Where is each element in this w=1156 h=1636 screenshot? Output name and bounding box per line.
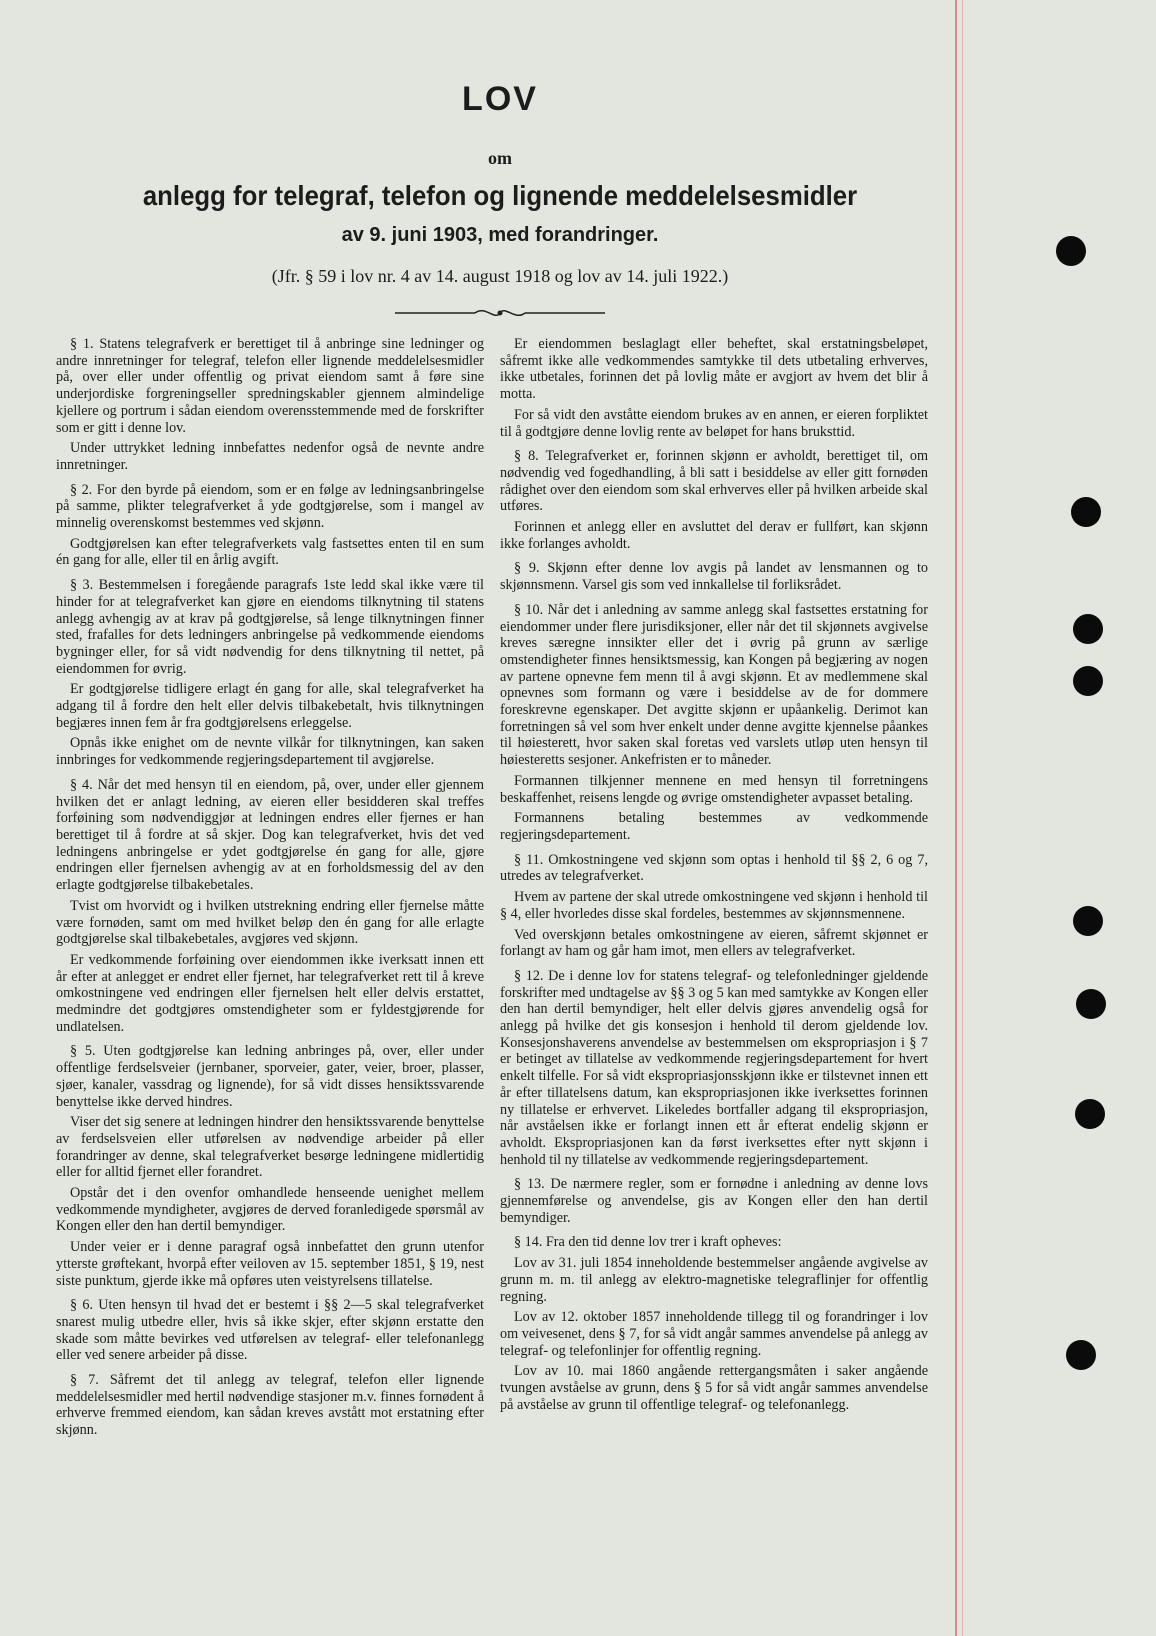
paragraph: Tvist om hvorvidt og i hvilken utstrekning endring eller fjernelse måtte være fornøden, samt om med hvilket beløp den én gang for alle erlagte godtgjørelse skal tilbakebetales, avgjøres ved skjønn.: [56, 897, 484, 948]
paragraph: Hvem av partene der skal utrede omkostningene ved skjønn i henhold til § 4, eller hvorledes disse skal fordeles, bestemmes av skjønnsmennene.: [500, 889, 928, 922]
punch-hole: [1076, 989, 1106, 1019]
paragraph-5: § 5. Uten godtgjørelse kan ledning anbringes på, over, eller under offentlige ferdselsveier (jernbaner, sporveier, gater, veier, broer, plasser, sjøer, kanaler, vassdrag og lignende), for så vidt disses hensiktssvarende benyttelse ikke derved hindres.: [56, 1043, 484, 1110]
law-date: av 9. juni 1903, med forandringer.: [341, 224, 659, 246]
paragraph: Lov av 10. mai 1860 angående rettergangsmåten i saker angående tvungen avståelse av grunn, dens § 5 for så vidt angår sammes anvendelse på avståelse av grunn til offentlige telegraf- og telefonanlegg.: [500, 1363, 928, 1413]
law-reference: (Jfr. § 59 i lov nr. 4 av 14. august 1918 og lov av 14. juli 1922.): [271, 266, 729, 286]
ornament-divider: [395, 305, 605, 321]
paragraph: Lov av 12. oktober 1857 inneholdende tillegg til og forandringer i lov om veivesenet, dens § 7, for så vidt angår sammes anvendelse på anlegg av telegraf- og telefonlinjer for offentlig regning.: [500, 1309, 928, 1359]
paragraph-7: § 7. Såfremt det til anlegg av telegraf, telefon eller lignende meddelelsesmidler med hertil nødvendige stasjoner m.v. finnes fornødent å erhverve fremmed eiendom, kan sådan kreves avstått mot erstatning efter skjønn.: [56, 1372, 484, 1439]
law-subtitle: anlegg for telegraf, telefon og lignende meddelelsesmidler: [142, 180, 858, 211]
paragraph-11: § 11. Omkostningene ved skjønn som optas i henhold til §§ 2, 6 og 7, utredes av telegrafverket.: [500, 851, 928, 885]
paragraph-14: § 14. Fra den tid denne lov trer i kraft opheves:: [514, 1234, 782, 1251]
title-om: om: [488, 148, 512, 168]
punch-hole: [1075, 1099, 1105, 1129]
paragraph: Viser det sig senere at ledningen hindrer den hensiktssvarende benyttelse av ferdselsveien eller utførelsen av nødvendige arbeider på eller forandringer av denne, skal telegrafverket besørge ledningene midlertidig eller for alltid fjernet eller forandret.: [56, 1114, 484, 1181]
punch-hole: [1073, 906, 1103, 936]
paragraph: Lov av 31. juli 1854 inneholdende bestemmelser angående avgivelse av grunn m. m. til anlegg av elektro-magnetiske telegraflinjer for offentlig regning.: [500, 1255, 928, 1305]
paragraph-4: § 4. Når det med hensyn til en eiendom, på, over, under eller gjennem hvilken det er anlagt ledning, av eieren eller besidderen skal treffes forføining som nødvendiggjør at ledningen endres eller fjernes er han berettiget til å fordre at så skjer. Dog kan telegrafverket, hvis det ved ledningens anbringelse er ydet godtgjørelse én gang for alle, gjøre endringen eller fjernelsen avhengig av at en forholdsmessig del av den erlagte godtgjørelse tilbakebetales.: [56, 776, 484, 894]
right-column: [500, 336, 928, 1417]
paragraph: Under veier er i denne paragraf også innbefattet den grunn utenfor ytterste grøftekant, hvorpå efter veiloven av 15. september 1851, § 19, nest siste punktum, gjerde ikke må opføres uten veistyrelsens tillatelse.: [56, 1239, 484, 1289]
paragraph: Under uttrykket ledning innbefattes nedenfor også de nevnte andre innretninger.: [56, 440, 484, 473]
paragraph-10: § 10. Når det i anledning av samme anlegg skal fastsettes erstatning for eiendommer under flere jurisdiksjoner, eller når det til skjønnets avgivelse kreves særegne innsikter eller det i øvrig på grunn av særlige omstendigheter finnes hensiktsmessig, kan Kongen på begjæring av nogen av partene opnevne fem menn til å avgi skjønn. Et av medlemmene skal opnevnes som formann og være i besiddelse av de for dommere foreskrevne egenskaper. Det avgitte skjønn er upåankelig. Derimot kan forretningen så vel som hver enkelt under denne avgitte kjennelse påankes til høiesterett, hvor saken skal foretas ved varslets utløp uten hensyn til høiesteretts sesjoner. Ankefristen er to måneder.: [500, 601, 928, 769]
punch-hole: [1073, 666, 1103, 696]
paragraph-1: § 1. Statens telegrafverk er berettiget til å anbringe sine ledninger og andre innretninger for telegraf, telefon eller lignende meddelelsesmidler på, over eller under offentlig og privat eiendom samt å føre sine underjordiske forgreningseller spredningskabler gjennem almindelige kjellere og portrum i sådan eiendom overensstemmende med de forskrifter som er gitt i denne lov.: [56, 336, 484, 436]
paragraph: Ved overskjønn betales omkostningene av eieren, såfremt skjønnet er forlangt av ham og går ham imot, men ellers av telegrafverket.: [500, 926, 928, 960]
punch-hole: [1071, 497, 1101, 527]
paragraph: Forinnen et anlegg eller en avsluttet del derav er fullført, kan skjønn ikke forlanges avholdt.: [500, 519, 928, 552]
margin-line-faint: [962, 0, 963, 1636]
punch-hole: [1066, 1340, 1096, 1370]
paragraph-2: § 2. For den byrde på eiendom, som er en følge av ledningsanbringelse på samme, plikter telegrafverket å yde godtgjørelse, som i mangel av minnelig overenskomst bestemmes ved skjønn.: [56, 481, 484, 532]
paragraph-6: § 6. Uten hensyn til hvad det er bestemt i §§ 2—5 skal telegrafverket snarest mulig utbedre eller, hvis så ikke skjer, efter skjønn erstatte den skade som måtte bevirkes ved utførelsen av telegraf- eller telefonanlegg eller ved senere arbeider på disse.: [56, 1297, 484, 1364]
paragraph: Er eiendommen beslaglagt eller beheftet, skal erstatningsbeløpet, såfremt ikke alle vedkommendes samtykke til dets utbetaling erhverves, ikke utbetales, forinnen det på lovlig måte er avgjort av hvem det blir å motta.: [500, 336, 928, 403]
paragraph: Opnås ikke enighet om de nevnte vilkår for tilknytningen, kan saken innbringes for vedkommende regjeringsdepartement til avgjørelse.: [56, 735, 484, 769]
paragraph-13: § 13. De nærmere regler, som er fornødne i anledning av denne lovs gjennemførelse og anvendelse, gis av Kongen eller den han dertil bemyndiger.: [500, 1176, 928, 1226]
paragraph: Formannen tilkjenner mennene en med hensyn til forretningens beskaffenhet, reisens lengde og øvrige omstendigheter avpasset betaling.: [500, 772, 928, 806]
margin-line: [955, 0, 957, 1636]
punch-hole: [1073, 614, 1103, 644]
punch-hole: [1056, 236, 1086, 266]
paragraph: Opstår det i den ovenfor omhandlede henseende uenighet mellem vedkommende myndigheter, avgjøres de derved foranledigede spørsmål av Kongen eller den han dertil bemyndiger.: [56, 1185, 484, 1235]
paragraph: Er vedkommende forføining over eiendommen ikke iverksatt innen ett år efter at anlegget er endret eller fjernet, har telegrafverket rett til å kreve omkostningene ved endringen eller fjernelsen helt eller delvis erstattet, medmindre det godtgjøres omstendigheter som er fyldestgjørende for undlatelsen.: [56, 951, 484, 1035]
left-column: [56, 336, 484, 1443]
paragraph-3: § 3. Bestemmelsen i foregående paragrafs 1ste ledd skal ikke være til hinder for at telegrafverket kan gjøre en eiendoms tilknytning til statens anlegg avhengig av at krav på godtgjørelse, så lenge tilknytningen finner sted, frafalles for dets ledningers anbringelse på vedkommende eiendoms bygninger eller, for så vidt nødvendig for dens tilknytning til nettet, på eiendommen for øvrig.: [56, 577, 484, 677]
paragraph: Godtgjørelsen kan efter telegrafverkets valg fastsettes enten til en sum én gang for alle, eller til en årlig avgift.: [56, 535, 484, 569]
paragraph-8: § 8. Telegrafverket er, forinnen skjønn er avholdt, berettiget til, om nødvendig ved fogedhandling, å bli satt i besiddelse av eller gitt fornøden rådighet over den eiendom som skal erhverves eller på hvilken arbeide skal utføres.: [500, 448, 928, 515]
law-title: LOV: [462, 80, 538, 118]
paragraph: Er godtgjørelse tidligere erlagt én gang for alle, skal telegrafverket ha adgang til å fordre den helt eller delvis tilbakebetalt, hvis tilknytningen begjæres innen fem år fra godtgjørelsens erleggelse.: [56, 681, 484, 731]
paragraph-9: § 9. Skjønn efter denne lov avgis på landet av lensmannen og to skjønnsmenn. Varsel gis som ved innkallelse til forliksrådet.: [500, 560, 928, 594]
paragraph-12: § 12. De i denne lov for statens telegraf- og telefonledninger gjeldende forskrifter med undtagelse av §§ 3 og 5 kan med samtykke av Kongen eller den han dertil bemyndiger, helt eller delvis gjøres anvendelig også for anlegg på hvilke det gis konsesjon i henhold til derom gjeldende lov. Konsesjonshaverens anvendelse av bestemmelsen om ekspropriasjon i § 7 er betinget av tillatelse av vedkommende regjeringsdepartement for hvert enkelt tilfelle. For så vidt ekspropriasjonsskjønn ikke er tilstevnet innen ett år efter tillatelsens datum, kan ekspropriasjonen ikke iverksettes forinnen ny tillatelse er erhvervet. Likeledes bortfaller adgang til ekspropriasjon, når avståelsen ikke er forlangt innen ett år efterat endelig skjønn er avholdt. Ekspropriasjonen kan da først iverksettes efter nytt skjønn i henhold til ny tillatelse av vedkommende regjeringsdepartement.: [500, 967, 928, 1168]
paragraph: For så vidt den avståtte eiendom brukes av en annen, er eieren forpliktet til å godtgjøre denne lovlig rente av beløpet for hans bruksttid.: [500, 406, 928, 440]
paragraph: Formannens betaling bestemmes av vedkommende regjeringsdepartement.: [500, 810, 928, 843]
